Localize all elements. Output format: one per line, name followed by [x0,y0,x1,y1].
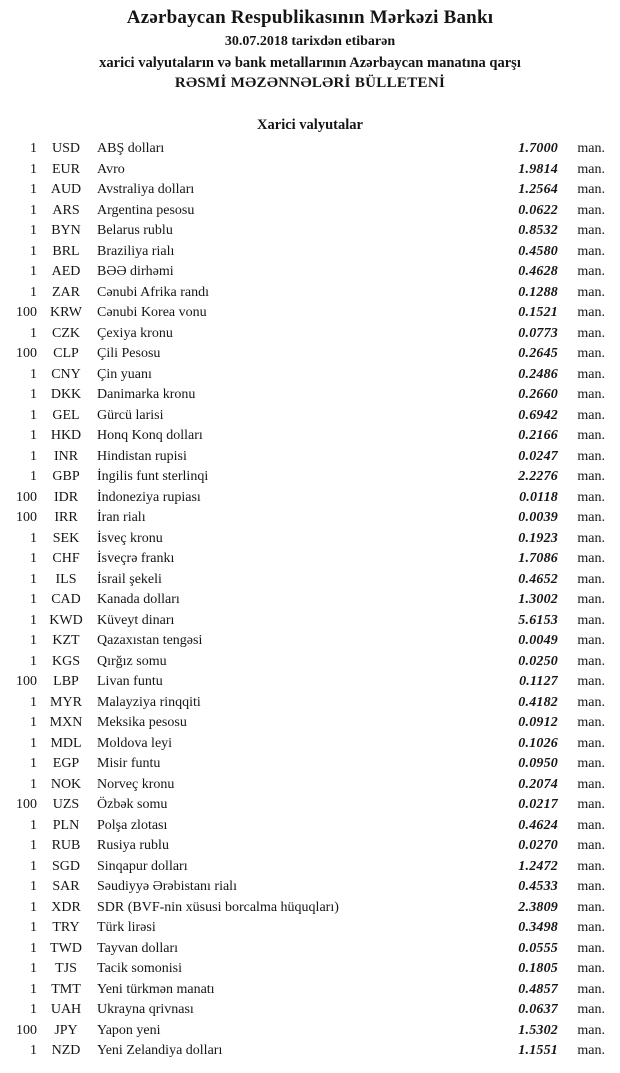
quantity-cell: 1 [30,264,37,279]
currency-name-cell: İran rialı [97,510,146,525]
unit-cell: man. [577,141,605,156]
rate-value-cell: 1.2564 [518,182,558,197]
unit-cell: man. [577,510,605,525]
rate-value-cell: 0.0912 [518,715,558,730]
table-row [0,549,620,570]
quantity-cell: 1 [30,182,37,197]
currency-name-cell: Cənubi Afrika randı [97,284,209,300]
unit-cell: man. [577,223,605,238]
unit-cell: man. [577,571,605,587]
rate-value-cell: 0.0555 [518,940,558,956]
unit-cell: man. [577,1002,605,1017]
table-row [0,570,620,591]
rate-value-cell: 0.0118 [519,489,558,505]
currency-code-cell: CHF [52,551,80,566]
quantity-cell: 1 [30,735,37,751]
quantity-cell: 1 [30,551,37,566]
currency-name-cell: Polşa zlotası [97,817,168,833]
currency-code-cell: SEK [52,530,80,546]
currency-name-cell: Çin yuanı [97,366,152,382]
currency-name-cell: Danimarka kronu [97,387,196,402]
table-row [0,672,620,693]
unit-cell: man. [577,674,605,689]
currency-name-cell: Rusiya rublu [97,838,169,853]
section-title-foreign-currencies: Xarici valyutalar [257,117,363,133]
unit-cell: man. [577,920,605,935]
quantity-cell: 100 [16,489,37,505]
table-row [0,693,620,714]
rate-value-cell: 2.3809 [518,899,558,915]
currency-code-cell: BYN [51,223,81,238]
unit-cell: man. [577,756,605,771]
table-row [0,221,620,242]
rate-value-cell: 1.7086 [518,551,558,566]
rates-table [0,139,620,1062]
table-row [0,898,620,919]
rate-value-cell: 0.2166 [518,428,558,443]
quantity-cell: 1 [30,243,37,259]
rate-value-cell: 0.1127 [519,674,558,689]
quantity-cell: 1 [30,366,37,382]
unit-cell: man. [577,858,605,874]
bulletin-header [0,0,620,92]
quantity-cell: 1 [30,530,37,546]
currency-code-cell: MYR [50,694,82,710]
table-row [0,713,620,734]
quantity-cell: 100 [16,797,37,812]
table-row [0,1021,620,1042]
unit-cell: man. [577,817,605,833]
currency-name-cell: Çili Pesosu [97,346,161,361]
rate-value-cell: 0.0950 [518,756,558,771]
rate-value-cell: 0.6942 [518,407,558,423]
rate-value-cell: 1.9814 [518,161,558,177]
table-row [0,959,620,980]
currency-code-cell: AED [51,264,81,279]
bulletin-subtitle: xarici valyutaların və bank metallarının Azərbaycan manatına qarşı [99,55,521,71]
table-row [0,529,620,550]
rate-value-cell: 0.0250 [518,653,558,669]
currency-code-cell: INR [53,448,79,464]
table-row [0,467,620,488]
quantity-cell: 1 [30,161,37,177]
quantity-cell: 1 [30,592,37,607]
currency-code-cell: IDR [53,489,79,505]
quantity-cell: 1 [30,633,37,648]
currency-name-cell: Kanada dolları [97,592,180,607]
table-row [0,816,620,837]
rate-value-cell: 0.0039 [518,510,558,525]
quantity-cell: 100 [16,1022,37,1038]
quantity-cell: 1 [30,776,37,792]
quantity-cell: 1 [30,448,37,464]
currency-name-cell: Tayvan dolları [97,940,179,956]
quantity-cell: 1 [30,817,37,833]
currency-code-cell: KWD [49,612,83,628]
currency-code-cell: TJS [55,961,77,976]
currency-code-cell: AUD [50,182,82,197]
table-row [0,406,620,427]
quantity-cell: 1 [30,879,37,894]
unit-cell: man. [577,243,605,259]
quantity-cell: 1 [30,141,37,156]
rate-value-cell: 0.4182 [518,694,558,710]
currency-name-cell: Hindistan rupisi [97,448,187,464]
unit-cell: man. [577,346,605,361]
bank-title: Azərbaycan Respublikasının Mərkəzi Bankı [126,7,494,28]
rate-value-cell: 1.7000 [518,141,558,156]
unit-cell: man. [577,284,605,300]
currency-code-cell: NOK [50,776,82,792]
unit-cell: man. [577,776,605,792]
currency-name-cell: Avstraliya dolları [97,182,195,197]
unit-cell: man. [577,530,605,546]
quantity-cell: 1 [30,428,37,443]
table-row [0,283,620,304]
currency-name-cell: Moldova leyi [97,735,173,751]
unit-cell: man. [577,940,605,956]
quantity-cell: 1 [30,653,37,669]
quantity-cell: 1 [30,920,37,935]
currency-code-cell: CAD [51,592,81,607]
currency-code-cell: DKK [50,387,82,402]
currency-name-cell: Honq Konq dolları [97,428,203,443]
unit-cell: man. [577,407,605,423]
quantity-cell: 1 [30,756,37,771]
quantity-cell: 1 [30,838,37,853]
unit-cell: man. [577,1022,605,1038]
currency-name-cell: İngilis funt sterlinqi [97,469,209,484]
quantity-cell: 1 [30,407,37,423]
quantity-cell: 1 [30,1002,37,1017]
table-row [0,939,620,960]
currency-name-cell: Qazaxıstan tengəsi [97,633,203,648]
unit-cell: man. [577,797,605,812]
quantity-cell: 100 [16,305,37,320]
rate-value-cell: 0.0049 [518,633,558,648]
table-row [0,324,620,345]
unit-cell: man. [577,448,605,464]
table-row [0,262,620,283]
table-row [0,139,620,160]
rate-value-cell: 0.4624 [518,817,558,833]
unit-cell: man. [577,899,605,915]
table-row [0,795,620,816]
table-row [0,426,620,447]
rate-value-cell: 0.4652 [518,571,558,587]
unit-cell: man. [577,653,605,669]
currency-name-cell: Livan funtu [97,674,163,689]
quantity-cell: 1 [30,612,37,628]
quantity-cell: 1 [30,571,37,587]
table-row [0,365,620,386]
table-row [0,857,620,878]
currency-name-cell: SDR (BVF-nin xüsusi borcalma hüquqları) [97,899,339,915]
currency-code-cell: KRW [50,305,82,320]
unit-cell: man. [577,838,605,853]
rate-value-cell: 0.0247 [518,448,558,464]
rate-value-cell: 0.0773 [518,325,558,341]
quantity-cell: 1 [30,961,37,976]
rate-value-cell: 0.0217 [518,797,558,812]
rate-value-cell: 0.4533 [518,879,558,894]
currency-code-cell: CZK [52,325,80,341]
currency-name-cell: Avro [97,161,125,177]
table-row [0,508,620,529]
rate-value-cell: 1.1551 [518,1043,558,1058]
currency-name-cell: Türk lirəsi [97,920,156,935]
quantity-cell: 1 [30,1043,37,1058]
unit-cell: man. [577,469,605,484]
currency-name-cell: İsrail şekeli [97,571,162,587]
quantity-cell: 100 [16,510,37,525]
table-row [0,775,620,796]
currency-name-cell: Yapon yeni [97,1022,161,1038]
unit-cell: man. [577,161,605,177]
table-row [0,652,620,673]
quantity-cell: 1 [30,325,37,341]
bulletin-title: RƏSMİ MƏZƏNNƏLƏRİ BÜLLETENİ [174,75,446,91]
currency-name-cell: Ukrayna qrivnası [97,1002,194,1017]
unit-cell: man. [577,592,605,607]
quantity-cell: 1 [30,981,37,997]
rate-value-cell: 0.1805 [518,961,558,976]
currency-code-cell: EUR [52,161,80,177]
unit-cell: man. [577,305,605,320]
unit-cell: man. [577,202,605,218]
table-row [0,1041,620,1062]
table-row [0,877,620,898]
currency-name-cell: Norveç kronu [97,776,175,792]
unit-cell: man. [577,387,605,402]
currency-name-cell: Çexiya kronu [97,325,173,341]
currency-name-cell: Braziliya rialı [97,243,175,259]
table-row [0,344,620,365]
currency-code-cell: KZT [52,633,80,648]
currency-code-cell: TWD [50,940,82,956]
table-row [0,631,620,652]
quantity-cell: 1 [30,202,37,218]
currency-name-cell: Cənubi Korea vonu [97,305,207,320]
quantity-cell: 1 [30,387,37,402]
currency-code-cell: GEL [52,407,80,423]
rate-value-cell: 0.1288 [518,284,558,300]
currency-code-cell: KGS [51,653,80,669]
currency-code-cell: SGD [51,858,80,874]
currency-code-cell: UAH [50,1002,82,1017]
currency-name-cell: Meksika pesosu [97,715,187,730]
rate-value-cell: 0.2645 [518,346,558,361]
currency-name-cell: Sinqapur dolları [97,858,188,874]
rate-value-cell: 0.1923 [518,530,558,546]
table-row [0,734,620,755]
currency-code-cell: TMT [51,981,81,997]
unit-cell: man. [577,489,605,505]
currency-name-cell: ABŞ dolları [97,141,165,156]
currency-code-cell: NZD [51,1043,81,1058]
table-row [0,918,620,939]
currency-code-cell: MDL [50,735,82,751]
rate-value-cell: 0.3498 [518,920,558,935]
effective-date: 30.07.2018 tarixdən etibarən [224,34,396,49]
table-row [0,242,620,263]
currency-code-cell: EGP [52,756,80,771]
currency-code-cell: GBP [52,469,80,484]
currency-code-cell: TRY [52,920,80,935]
rate-value-cell: 0.8532 [518,223,558,238]
rate-value-cell: 2.2276 [518,469,558,484]
currency-name-cell: Küveyt dinarı [97,612,175,628]
currency-name-cell: BƏƏ dirhəmi [97,264,174,279]
quantity-cell: 1 [30,858,37,874]
rate-value-cell: 1.5302 [518,1022,558,1038]
quantity-cell: 1 [30,940,37,956]
rate-value-cell: 5.6153 [518,612,558,628]
quantity-cell: 1 [30,469,37,484]
currency-name-cell: Yeni Zelandiya dolları [97,1043,223,1058]
rate-value-cell: 1.3002 [518,592,558,607]
currency-name-cell: Səudiyyə Ərəbistanı rialı [97,879,237,894]
rate-value-cell: 0.4857 [518,981,558,997]
currency-code-cell: LBP [53,674,79,689]
currency-code-cell: IRR [54,510,78,525]
rate-value-cell: 0.2486 [518,366,558,382]
unit-cell: man. [577,981,605,997]
table-row [0,303,620,324]
currency-name-cell: Argentina pesosu [97,202,195,218]
quantity-cell: 1 [30,694,37,710]
unit-cell: man. [577,264,605,279]
table-row [0,488,620,509]
quantity-cell: 1 [30,223,37,238]
rate-value-cell: 0.4628 [518,264,558,279]
rate-value-cell: 0.4580 [518,243,558,259]
currency-code-cell: HKD [50,428,82,443]
rate-value-cell: 0.0637 [518,1002,558,1017]
unit-cell: man. [577,1043,605,1058]
currency-name-cell: Misir funtu [97,756,161,771]
currency-code-cell: JPY [54,1022,78,1038]
currency-name-cell: İsveçrə frankı [97,551,175,566]
table-row [0,611,620,632]
rate-value-cell: 0.1521 [518,305,558,320]
currency-name-cell: Tacik somonisi [97,961,182,976]
currency-code-cell: ARS [52,202,80,218]
currency-code-cell: SAR [52,879,80,894]
currency-code-cell: RUB [51,838,81,853]
rate-value-cell: 1.2472 [518,858,558,874]
unit-cell: man. [577,428,605,443]
table-row [0,1000,620,1021]
rate-value-cell: 0.2660 [518,387,558,402]
quantity-cell: 1 [30,899,37,915]
table-row [0,836,620,857]
table-row [0,754,620,775]
quantity-cell: 1 [30,715,37,730]
currency-code-cell: BRL [52,243,80,259]
rate-value-cell: 0.0270 [518,838,558,853]
currency-name-cell: İndoneziya rupiası [97,489,201,505]
unit-cell: man. [577,735,605,751]
quantity-cell: 1 [30,284,37,300]
unit-cell: man. [577,366,605,382]
table-row [0,385,620,406]
rate-value-cell: 0.2074 [518,776,558,792]
table-row [0,447,620,468]
table-row [0,180,620,201]
currency-name-cell: Yeni türkmən manatı [97,981,215,997]
currency-code-cell: CNY [51,366,81,382]
rate-value-cell: 0.0622 [518,202,558,218]
unit-cell: man. [577,551,605,566]
table-row [0,590,620,611]
rate-value-cell: 0.1026 [518,735,558,751]
currency-code-cell: CLP [53,346,79,361]
currency-name-cell: Malayziya rinqqiti [97,694,201,710]
unit-cell: man. [577,325,605,341]
unit-cell: man. [577,612,605,628]
quantity-cell: 100 [16,674,37,689]
unit-cell: man. [577,715,605,730]
currency-code-cell: XDR [51,899,81,915]
unit-cell: man. [577,633,605,648]
currency-code-cell: ILS [55,571,77,587]
table-row [0,980,620,1001]
unit-cell: man. [577,879,605,894]
currency-code-cell: UZS [52,797,80,812]
quantity-cell: 100 [16,346,37,361]
currency-code-cell: PLN [52,817,80,833]
table-row [0,201,620,222]
currency-name-cell: Gürcü larisi [97,407,164,423]
unit-cell: man. [577,961,605,976]
unit-cell: man. [577,694,605,710]
currency-name-cell: Özbək somu [97,797,168,812]
table-row [0,160,620,181]
unit-cell: man. [577,182,605,197]
currency-code-cell: USD [51,141,80,156]
currency-code-cell: ZAR [52,284,80,300]
currency-name-cell: Qırğız somu [97,653,167,669]
currency-name-cell: İsveç kronu [97,530,163,546]
currency-name-cell: Belarus rublu [97,223,173,238]
currency-code-cell: MXN [49,715,83,730]
